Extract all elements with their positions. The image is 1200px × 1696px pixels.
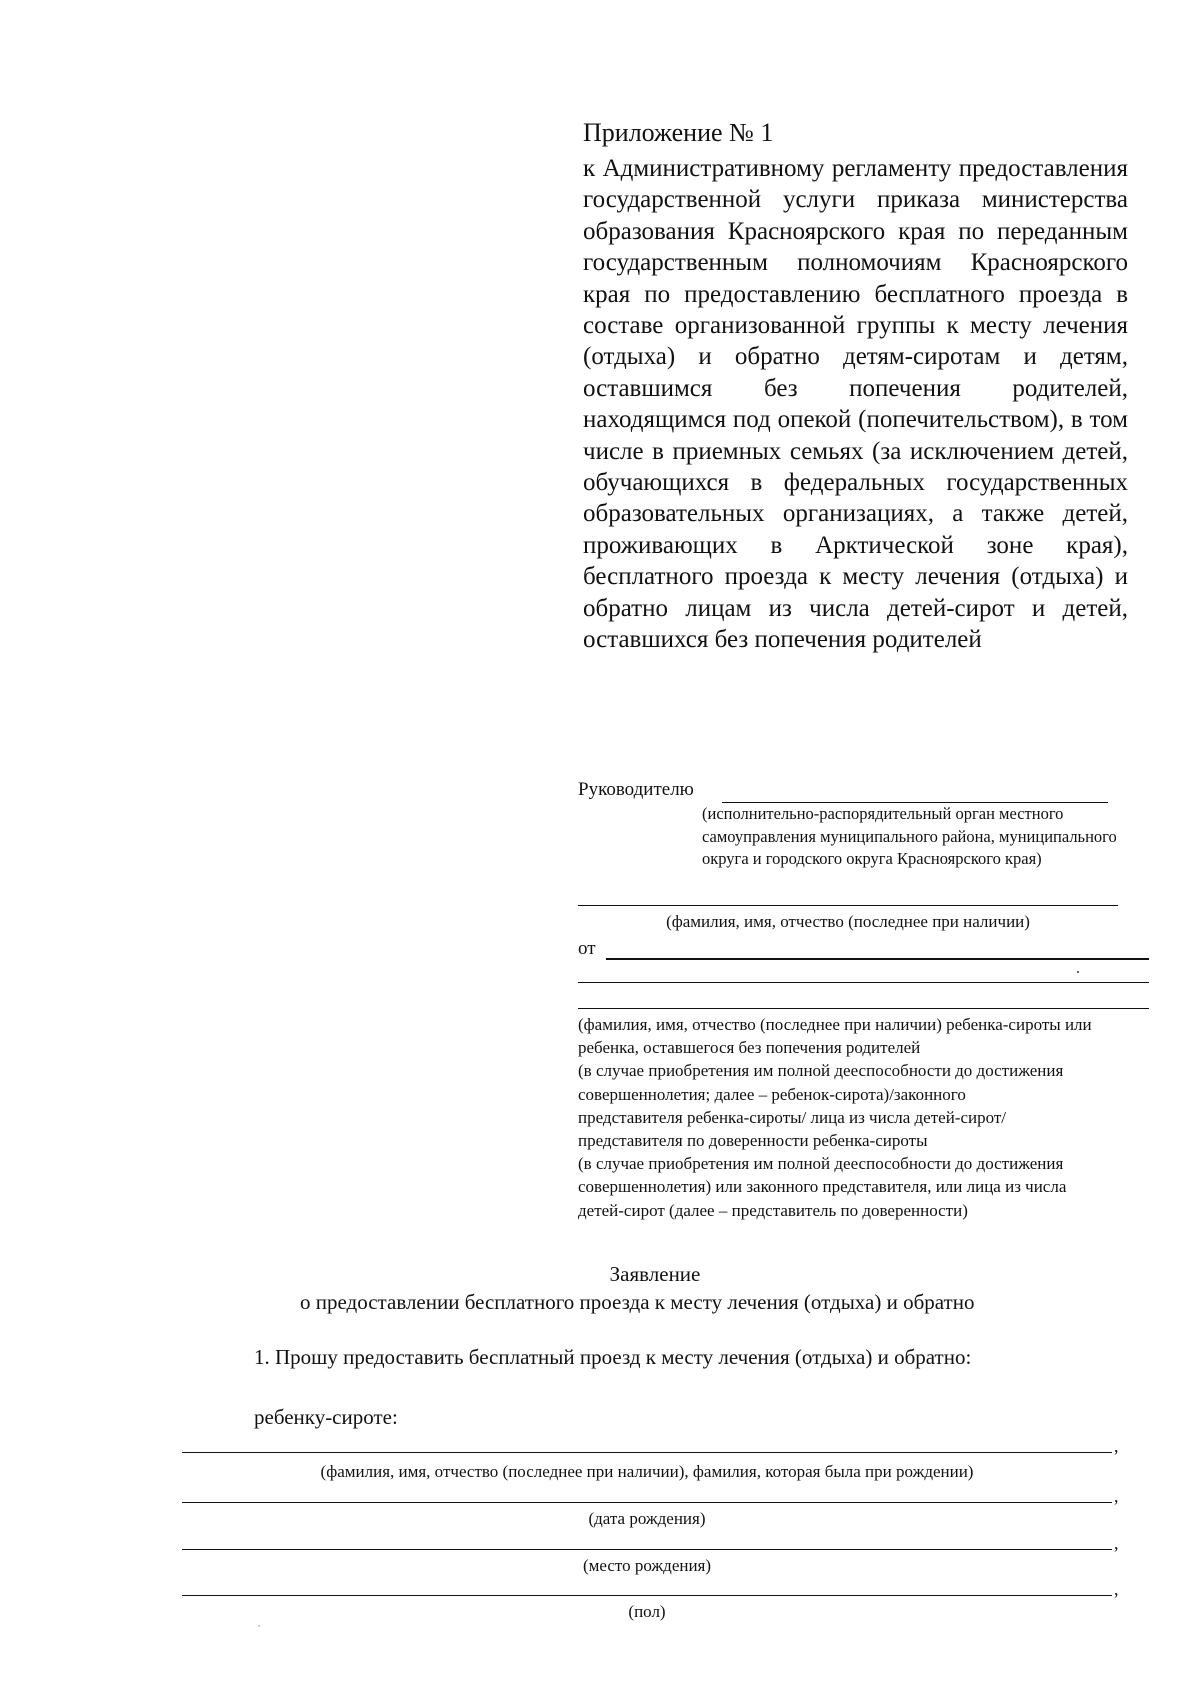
gender-field-line	[182, 1595, 1112, 1596]
applicant-field-line-3	[578, 1008, 1149, 1009]
from-label: от	[578, 938, 596, 959]
fio-caption: (фамилия, имя, отчество (последнее при наличии), фамилия, которая была при рождении)	[320, 1462, 974, 1481]
recipient-label: ребенку-сироте:	[254, 1405, 398, 1429]
applicant-note-line: ребенка, оставшегося без попечения родителей	[578, 1038, 921, 1058]
birth-place-field-line	[182, 1549, 1112, 1550]
applicant-note-line: (в случае приобретения им полной дееспособности до достижения	[578, 1061, 1064, 1081]
head-fio-caption: (фамилия, имя, отчество (последнее при наличии)	[666, 912, 1030, 931]
applicant-note-line: (в случае приобретения им полной дееспособности до достижения	[578, 1154, 1064, 1174]
scan-speck	[258, 1625, 260, 1627]
appendix-body: к Административному регламенту предоставления государственной услуги приказа министерства образования Красноярского края по переданным государственным полномочиям Красноярского края по предоставлению бесплатного проезда в составе организованной группы к месту лечения (отдыха) и обратно детям-сиротам и детям, оставшимся без попечения родителей, находящимся под опекой (попечительством), в том числе в приемных семьях (за исключением детей, обучающихся в федеральных государственных образовательных организациях, а также детей, проживающих в Арктической зоне края), бесплатного проезда к месту лечения (отдыха) и обратно лицам из числа детей-сирот и детей, оставшихся без попечения родителей	[583, 155, 1128, 654]
applicant-note-line: совершеннолетия; далее – ребенок-сирота)/законного	[578, 1084, 966, 1104]
gender-field-comma: ,	[1114, 1579, 1119, 1599]
applicant-field-line-1	[606, 958, 1149, 960]
head-label: Руководителю	[578, 779, 694, 800]
fio-field-comma: ,	[1114, 1436, 1119, 1456]
statement-subtitle: о предоставлении бесплатного проезда к месту лечения (отдыха) и обратно	[300, 1290, 975, 1314]
fio-field-line	[182, 1452, 1112, 1453]
birth-place-caption: (место рождения)	[582, 1556, 712, 1575]
organ-note: (исполнительно-распорядительный орган местного самоуправления муниципального района, муниципального округа и городского округа Красноярского края)	[702, 804, 1117, 868]
birth-date-caption: (дата рождения)	[588, 1509, 706, 1528]
appendix-title: Приложение № 1	[583, 118, 774, 147]
request-text: 1. Прошу предоставить бесплатный проезд к месту лечения (отдыха) и обратно:	[254, 1345, 972, 1369]
applicant-field-line-2	[578, 982, 1149, 983]
applicant-note-line: (фамилия, имя, отчество (последнее при наличии) ребенка-сироты или	[578, 1015, 1092, 1034]
statement-title: Заявление	[609, 1262, 701, 1286]
birth-place-field-comma: ,	[1114, 1533, 1119, 1553]
birth-date-field-comma: ,	[1114, 1486, 1119, 1506]
gender-caption: (пол)	[628, 1602, 666, 1621]
applicant-note-line: представителя по доверенности ребенка-сироты	[578, 1131, 928, 1151]
birth-date-field-line	[182, 1502, 1112, 1503]
head-fio-field-line	[578, 905, 1118, 906]
applicant-note	[578, 1013, 1178, 1222]
applicant-note-line: детей-сирот (далее – представитель по доверенности)	[578, 1200, 968, 1220]
applicant-note-line: совершеннолетия) или законного представителя, или лица из числа	[578, 1177, 1067, 1197]
applicant-note-line: представителя ребенка-сироты/ лица из числа детей-сирот/	[578, 1107, 1007, 1127]
scan-speck	[1077, 971, 1079, 973]
